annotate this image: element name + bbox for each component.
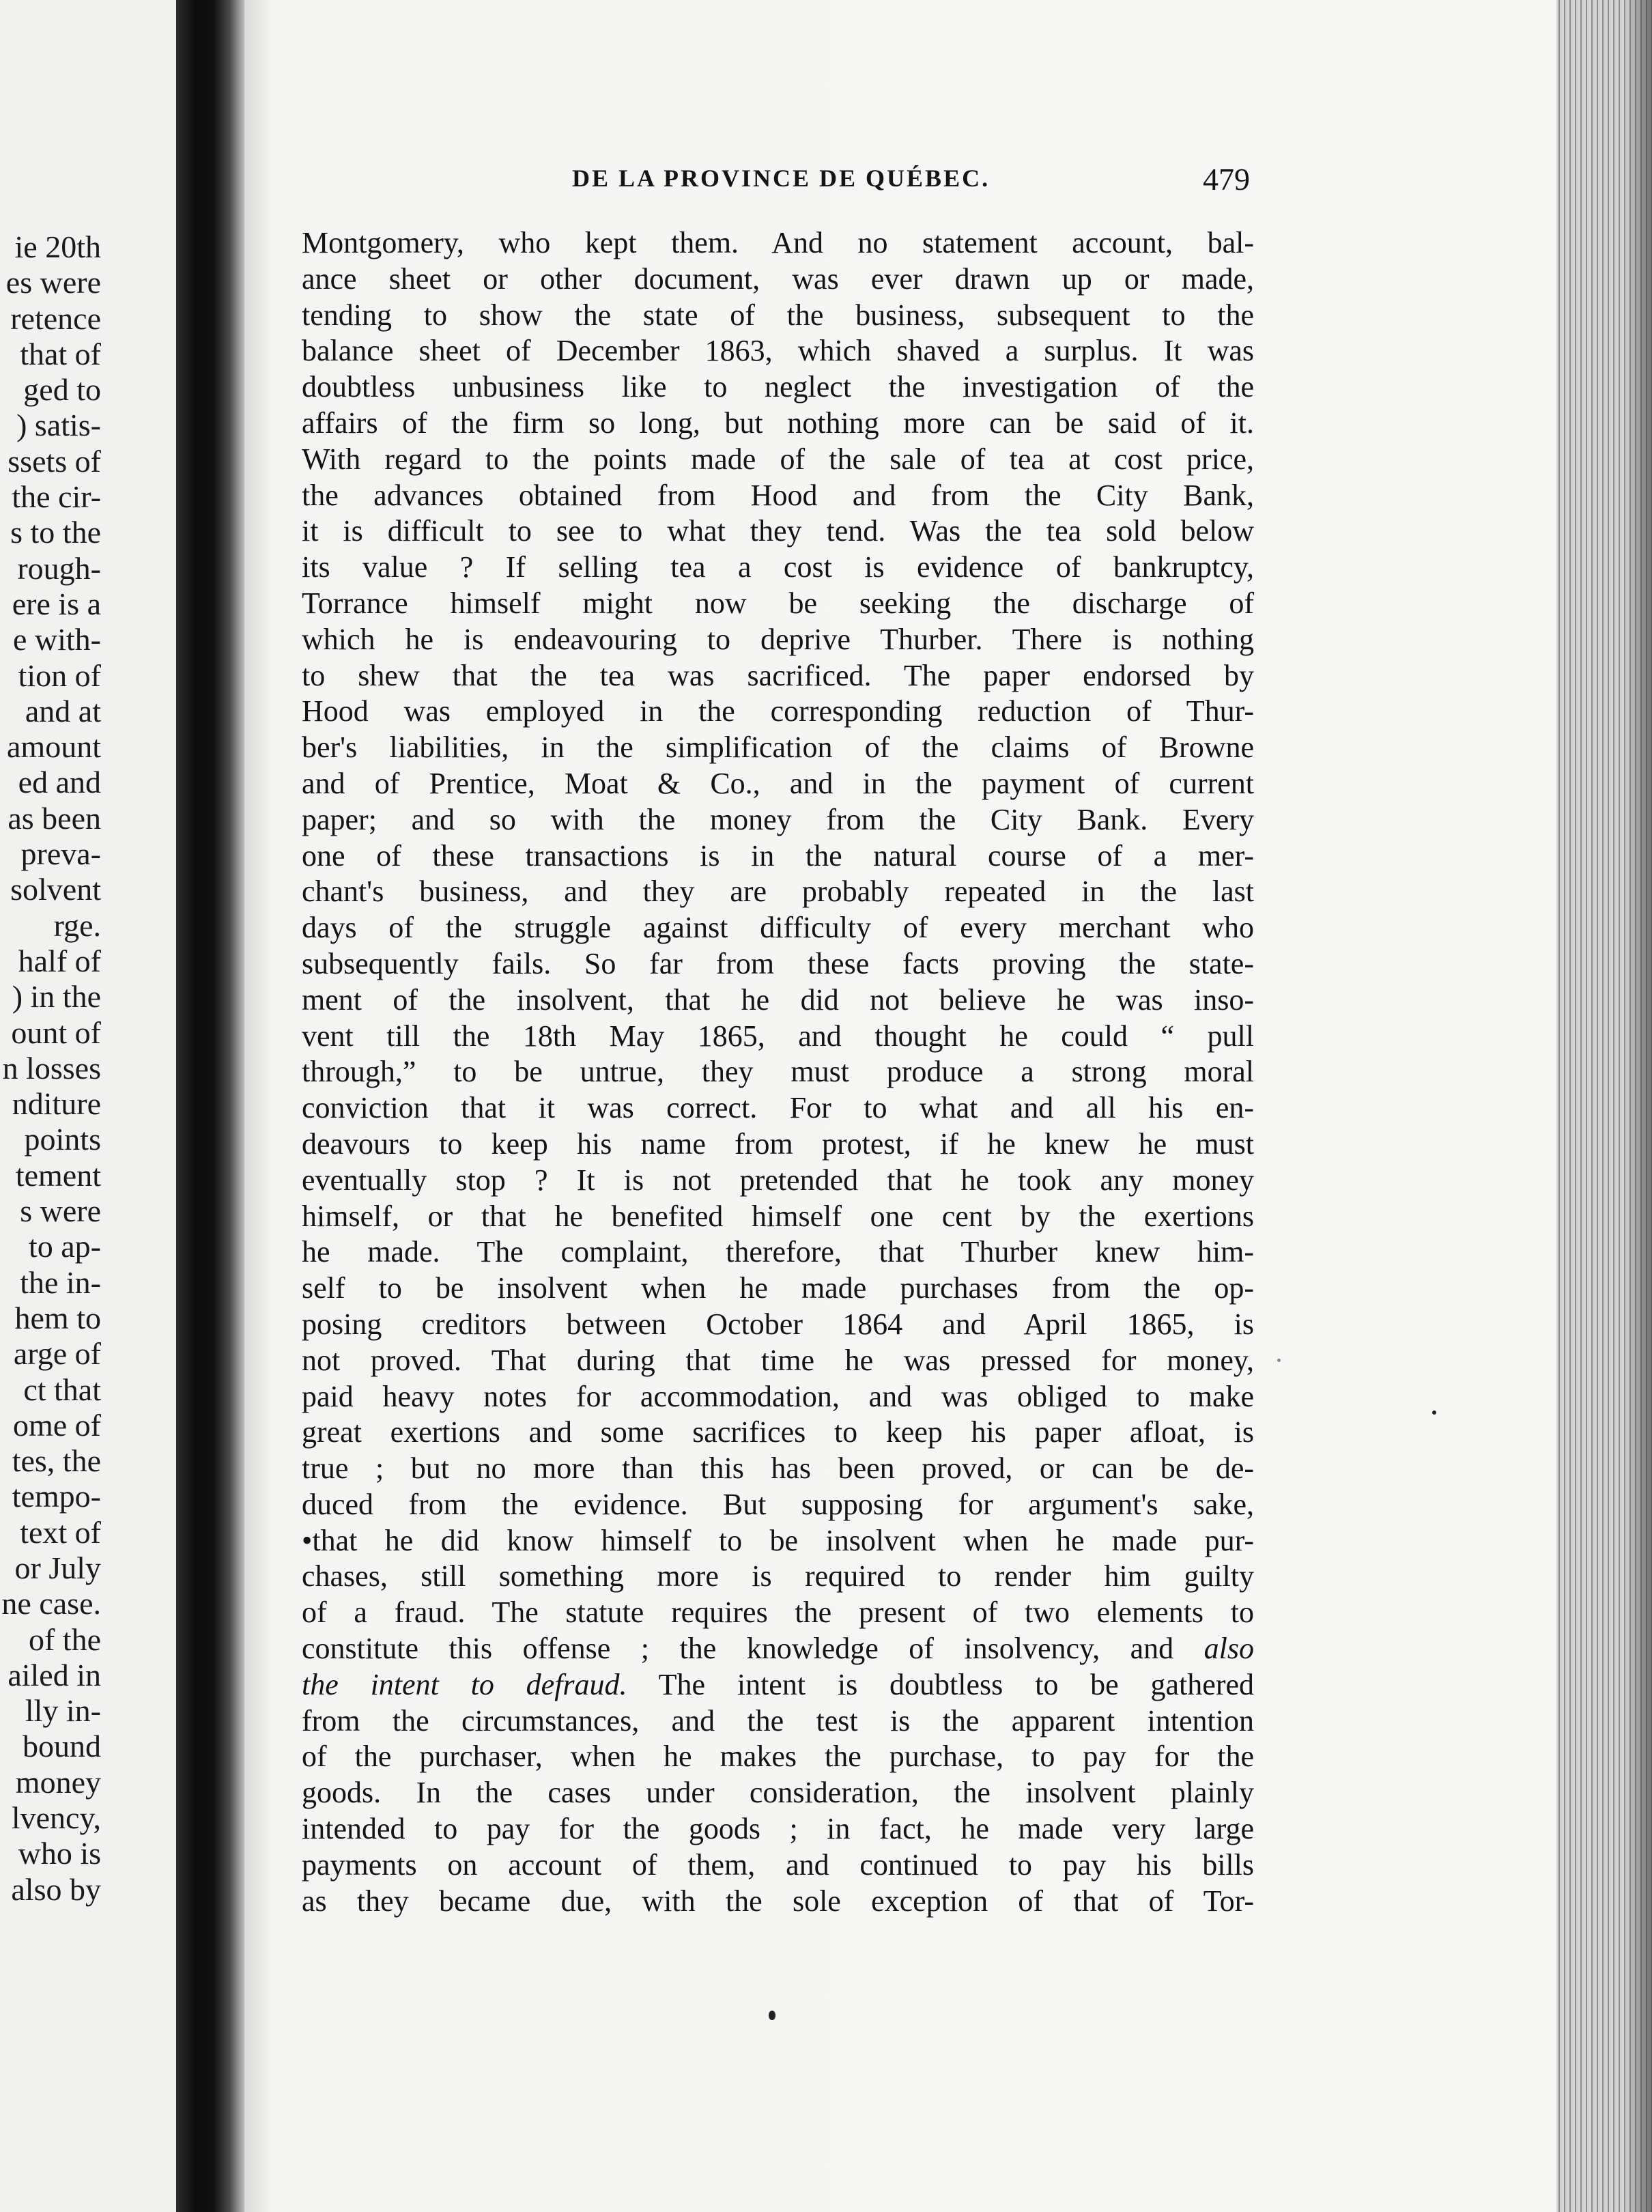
body-line: through,” to be untrue, they must produce a strong moral: [302, 1055, 1254, 1089]
left-page-line: ie 20th: [14, 229, 101, 264]
body-line: tending to show the state of the business, subsequent to the: [302, 298, 1254, 332]
left-page-line: rough-: [17, 550, 101, 586]
left-page-line: preva-: [20, 836, 101, 872]
left-page-line: or July: [14, 1550, 101, 1585]
left-page-line: money: [15, 1764, 101, 1800]
body-line: the intent to defraud. The intent is doubtless to be gathered: [302, 1667, 1254, 1701]
left-page-line: also by: [11, 1871, 101, 1907]
body-line: not proved. That during that time he was pressed for money,: [302, 1343, 1254, 1377]
speck-mark: [1432, 1410, 1436, 1415]
italic-phrase: the intent to defraud.: [302, 1667, 627, 1701]
body-line: its value ? If selling tea a cost is evidence of bankruptcy,: [302, 550, 1254, 584]
body-line: Torrance himself might now be seeking the discharge of: [302, 586, 1254, 620]
left-page-line: tempo-: [12, 1479, 101, 1514]
left-page-line: lly in-: [25, 1693, 101, 1729]
body-line: With regard to the points made of the sale of tea at cost price,: [302, 442, 1254, 476]
body-line: conviction that it was correct. For to what and all his en-: [302, 1091, 1254, 1125]
left-page-line: and at: [25, 693, 101, 728]
left-page-line: amount: [7, 729, 101, 765]
left-page-line: ct that: [23, 1372, 101, 1407]
left-page-line: ount of: [11, 1015, 101, 1050]
page-number: 479: [1203, 162, 1250, 197]
left-page-line: that of: [20, 336, 101, 371]
left-page-line: n losses: [2, 1050, 101, 1086]
left-page-line: of the: [28, 1621, 101, 1657]
left-page-line: s to the: [10, 515, 101, 550]
body-line: posing creditors between October 1864 and April 1865, is: [302, 1307, 1254, 1341]
left-page-line: ged to: [23, 372, 101, 408]
book-gutter: [176, 0, 244, 2212]
body-line: balance sheet of December 1863, which shaved a surplus. It was: [302, 334, 1254, 368]
body-line: chases, still something more is required to render him guilty: [302, 1559, 1254, 1593]
left-page-line: the cir-: [12, 479, 101, 515]
body-line: from the circumstances, and the test is the apparent intention: [302, 1703, 1254, 1738]
body-line: of the purchaser, when he makes the purchase, to pay for the: [302, 1740, 1254, 1774]
body-line: ment of the insolvent, that he did not believe he was inso-: [302, 982, 1254, 1017]
left-page-line: s were: [20, 1193, 101, 1229]
body-line: it is difficult to see to what they tend. Was the tea sold below: [302, 514, 1254, 548]
left-page-line: ere is a: [12, 586, 101, 621]
left-page-line: ne case.: [1, 1586, 101, 1621]
body-line: true ; but no more than this has been proved, or can be de-: [302, 1451, 1254, 1486]
body-line: intended to pay for the goods ; in fact, he made very large: [302, 1812, 1254, 1846]
body-line: great exertions and some sacrifices to keep his paper afloat, is: [302, 1415, 1254, 1449]
body-text: [302, 225, 1254, 1919]
speck-mark: [769, 2011, 775, 2020]
left-page-line: the in-: [20, 1264, 101, 1300]
body-line: deavours to keep his name from protest, if he knew he must: [302, 1126, 1254, 1161]
left-page-line: arge of: [13, 1336, 101, 1372]
left-page-line: solvent: [10, 872, 101, 907]
body-line: which he is endeavouring to deprive Thurber. There is nothing: [302, 622, 1254, 656]
left-page-line: retence: [10, 300, 101, 336]
left-page-line: nditure: [12, 1086, 101, 1122]
body-line: •that he did know himself to be insolvent when he made pur-: [302, 1523, 1254, 1557]
body-line: one of these transactions is in the natural course of a mer-: [302, 838, 1254, 873]
body-line: doubtless unbusiness like to neglect the investigation of the: [302, 370, 1254, 404]
left-page-line: to ap-: [28, 1229, 101, 1264]
left-page-line: text of: [20, 1514, 101, 1550]
left-page-line: ed and: [18, 765, 101, 800]
left-page-line: ailed in: [8, 1657, 101, 1692]
left-page-line: tion of: [18, 657, 101, 693]
left-page-line: es were: [5, 265, 101, 300]
left-page-line: who is: [18, 1836, 101, 1871]
left-page-line: tes, the: [12, 1443, 101, 1479]
left-page-line: bound: [23, 1729, 101, 1764]
body-line: affairs of the firm so long, but nothing more can be said of it.: [302, 406, 1254, 440]
italic-also: also: [1204, 1632, 1254, 1666]
left-page-line: hem to: [14, 1300, 101, 1335]
left-page-line: points: [24, 1122, 101, 1157]
body-line: ber's liabilities, in the simplification of the claims of Browne: [302, 731, 1254, 765]
body-line: duced from the evidence. But supposing for argument's sake,: [302, 1487, 1254, 1521]
left-page-line: rge.: [53, 907, 101, 943]
body-line: Montgomery, who kept them. And no statement account, bal-: [302, 226, 1254, 259]
body-line: to shew that the tea was sacrificed. The paper endorsed by: [302, 658, 1254, 692]
body-line: himself, or that he benefited himself one cent by the exertions: [302, 1199, 1254, 1233]
body-line: the advances obtained from Hood and from the City Bank,: [302, 478, 1254, 512]
left-page-line: e with-: [12, 622, 101, 657]
left-page-line: lvency,: [11, 1800, 101, 1836]
left-page-line: ssets of: [8, 443, 101, 479]
body-line: days of the struggle against difficulty of every merchant who: [302, 911, 1254, 945]
body-line: vent till the 18th May 1865, and thought he could “ pull: [302, 1019, 1254, 1053]
left-page-line: ome of: [12, 1407, 101, 1443]
body-line: goods. In the cases under consideration, the insolvent plainly: [302, 1776, 1254, 1810]
body-line: payments on account of them, and continued to pay his bills: [302, 1847, 1254, 1882]
body-line: and of Prentice, Moat & Co., and in the payment of current: [302, 766, 1254, 800]
left-page-text: [0, 229, 101, 1908]
body-line: subsequently fails. So far from these facts proving the state-: [302, 946, 1254, 980]
left-page-line: tement: [15, 1157, 101, 1193]
body-line: self to be insolvent when he made purchases from the op-: [302, 1271, 1254, 1305]
left-page-line: ) satis-: [16, 408, 101, 443]
body-line: as they became due, with the sole exception of that of Tor-: [302, 1884, 1254, 1918]
left-page-line: as been: [8, 800, 101, 836]
left-facing-page: [0, 0, 176, 2212]
running-header: DE LA PROVINCE DE QUÉBEC.: [572, 165, 991, 192]
body-line: ance sheet or other document, was ever drawn up or made,: [302, 261, 1254, 296]
body-line: chant's business, and they are probably repeated in the last: [302, 875, 1254, 909]
body-line: paid heavy notes for accommodation, and was obliged to make: [302, 1379, 1254, 1413]
body-line: he made. The complaint, therefore, that Thurber knew him-: [302, 1235, 1254, 1269]
body-line: Hood was employed in the corresponding reduction of Thur-: [302, 694, 1254, 728]
body-line: eventually stop ? It is not pretended that he took any money: [302, 1163, 1254, 1197]
body-line: constitute this offense ; the knowledge of insolvency, and also: [302, 1632, 1254, 1666]
body-line: of a fraud. The statute requires the present of two elements to: [302, 1596, 1254, 1630]
left-page-line: half of: [18, 943, 101, 978]
page-edges: [1556, 0, 1652, 2212]
body-line: paper; and so with the money from the City Bank. Every: [302, 802, 1254, 836]
speck-mark: [1277, 1359, 1281, 1362]
left-page-line: ) in the: [12, 979, 101, 1015]
